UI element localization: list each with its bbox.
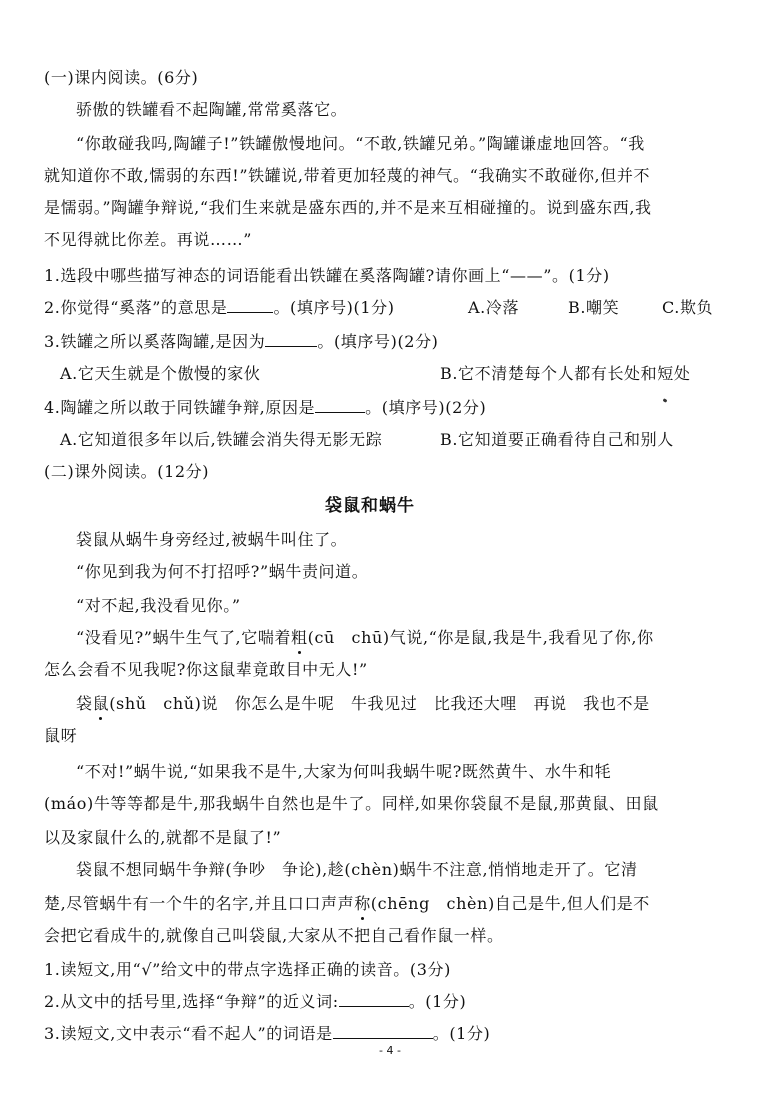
question-2-suffix: 。(填序号)(1分) [273,298,395,317]
question-4 [44,397,486,419]
story-text: 袋 [76,694,93,713]
section-heading-extracurricular-reading: (二)课外阅读。(12分) [44,462,210,481]
question-2-text: 2.你觉得“奚落”的意思是 [44,298,228,317]
story-paragraph [76,627,654,649]
question-3 [44,1023,490,1045]
question-4-text: 4.陶罐之所以敢于同铁罐争辩,原因是 [44,398,316,417]
option-c: C.欺负 [662,298,714,317]
passage-paragraph: “你敢碰我吗,陶罐子!”铁罐傲慢地问。“不敢,铁罐兄弟。”陶罐谦虚地回答。“我 [76,134,645,153]
option-b: B.它知道要正确看待自己和别人 [440,430,674,449]
story-line: (máo)牛等等都是牛,那我蜗牛自然也是牛了。同样,如果你袋鼠不是鼠,那黄鼠、田鼠 [44,794,659,813]
option-b: B.嘲笑 [568,298,620,317]
dotted-character: 粗 [291,628,308,647]
question-3-text: 3.读短文,文中表示“看不起人”的词语是 [44,1024,333,1043]
question-2-text: 2.从文中的括号里,选择“争辩”的近义词: [44,992,339,1011]
page-number: - 4 - [379,1044,401,1057]
pinyin-choice[interactable]: (cū chū)气说,“你是鼠,我是牛,我看见了你,你 [307,628,654,647]
story-paragraph: 袋鼠不想同蜗牛争辩(争吵 争论),趁(chèn)蜗牛不注意,悄悄地走开了。它清 [76,860,638,879]
question-3-suffix: 。(1分) [432,1024,491,1043]
story-line: 以及家鼠什么的,就都不是鼠了!” [44,828,282,847]
question-3 [44,331,439,353]
answer-blank[interactable] [333,1024,433,1039]
story-text: “没看见?”蜗牛生气了,它喘着 [76,628,292,647]
question-4-suffix: 。(填序号)(2分) [365,398,487,417]
answer-blank[interactable] [265,332,317,347]
pinyin-choice[interactable]: (shǔ chǔ)说 你怎么是牛呢 牛我见过 比我还大哩 再说 我也不是 [109,694,650,713]
option-a: A.冷落 [468,298,520,317]
story-text: 楚,尽管蜗牛有一个牛的名字,并且口口声声 [44,894,355,913]
question-1: 1.选段中哪些描写神态的词语能看出铁罐在奚落陶罐?请你画上“——”。(1分) [44,266,610,285]
question-2 [44,297,395,319]
story-line: 会把它看成牛的,就像自己叫袋鼠,大家从不把自己看作鼠一样。 [44,926,504,945]
passage-paragraph: 骄傲的铁罐看不起陶罐,常常奚落它。 [76,100,348,119]
question-3-text: 3.铁罐之所以奚落陶罐,是因为 [44,332,266,351]
section-heading-in-class-reading: (一)课内阅读。(6分) [44,68,199,87]
option-a: A.它知道很多年以后,铁罐会消失得无影无踪 [60,430,383,449]
answer-blank[interactable] [227,298,273,313]
option-a: A.它天生就是个傲慢的家伙 [60,364,261,383]
story-paragraph-unpunctuated [76,693,650,715]
passage-line: 不见得就比你差。再说……” [44,230,252,249]
passage-line: 就知道你不敢,懦弱的东西!”铁罐说,带着更加轻蔑的神气。“我确实不敢碰你,但并不 [44,166,651,185]
question-3-suffix: 。(填序号)(2分) [317,332,439,351]
scan-mark [663,398,668,403]
question-2-suffix: 。(1分) [408,992,467,1011]
story-paragraph: “你见到我为何不打招呼?”蜗牛责问道。 [76,562,369,581]
answer-blank[interactable] [315,398,365,413]
question-2 [44,991,466,1013]
story-line: 鼠呀 [44,726,78,745]
story-paragraph: “对不起,我没看见你。” [76,596,241,615]
story-line: 怎么会看不见我呢?你这鼠辈竟敢目中无人!” [44,660,368,679]
answer-blank[interactable] [339,992,409,1007]
dotted-character: 鼠 [92,694,110,713]
option-b: B.它不清楚每个人都有长处和短处 [440,364,691,383]
passage-line: 是懦弱。”陶罐争辩说,“我们生来就是盛东西的,并不是来互相碰撞的。说到盛东西,我 [44,198,652,217]
question-1: 1.读短文,用“√”给文中的带点字选择正确的读音。(3分) [44,960,451,979]
story-paragraph: “不对!”蜗牛说,“如果我不是牛,大家为何叫我蜗牛呢?既然黄牛、水牛和牦 [76,762,612,781]
story-line [44,893,650,915]
dotted-character: 称 [354,894,371,913]
story-title: 袋鼠和蜗牛 [325,496,415,516]
pinyin-choice[interactable]: (chēng chèn)自己是牛,但人们是不 [370,894,650,913]
story-paragraph: 袋鼠从蜗牛身旁经过,被蜗牛叫住了。 [76,530,348,549]
